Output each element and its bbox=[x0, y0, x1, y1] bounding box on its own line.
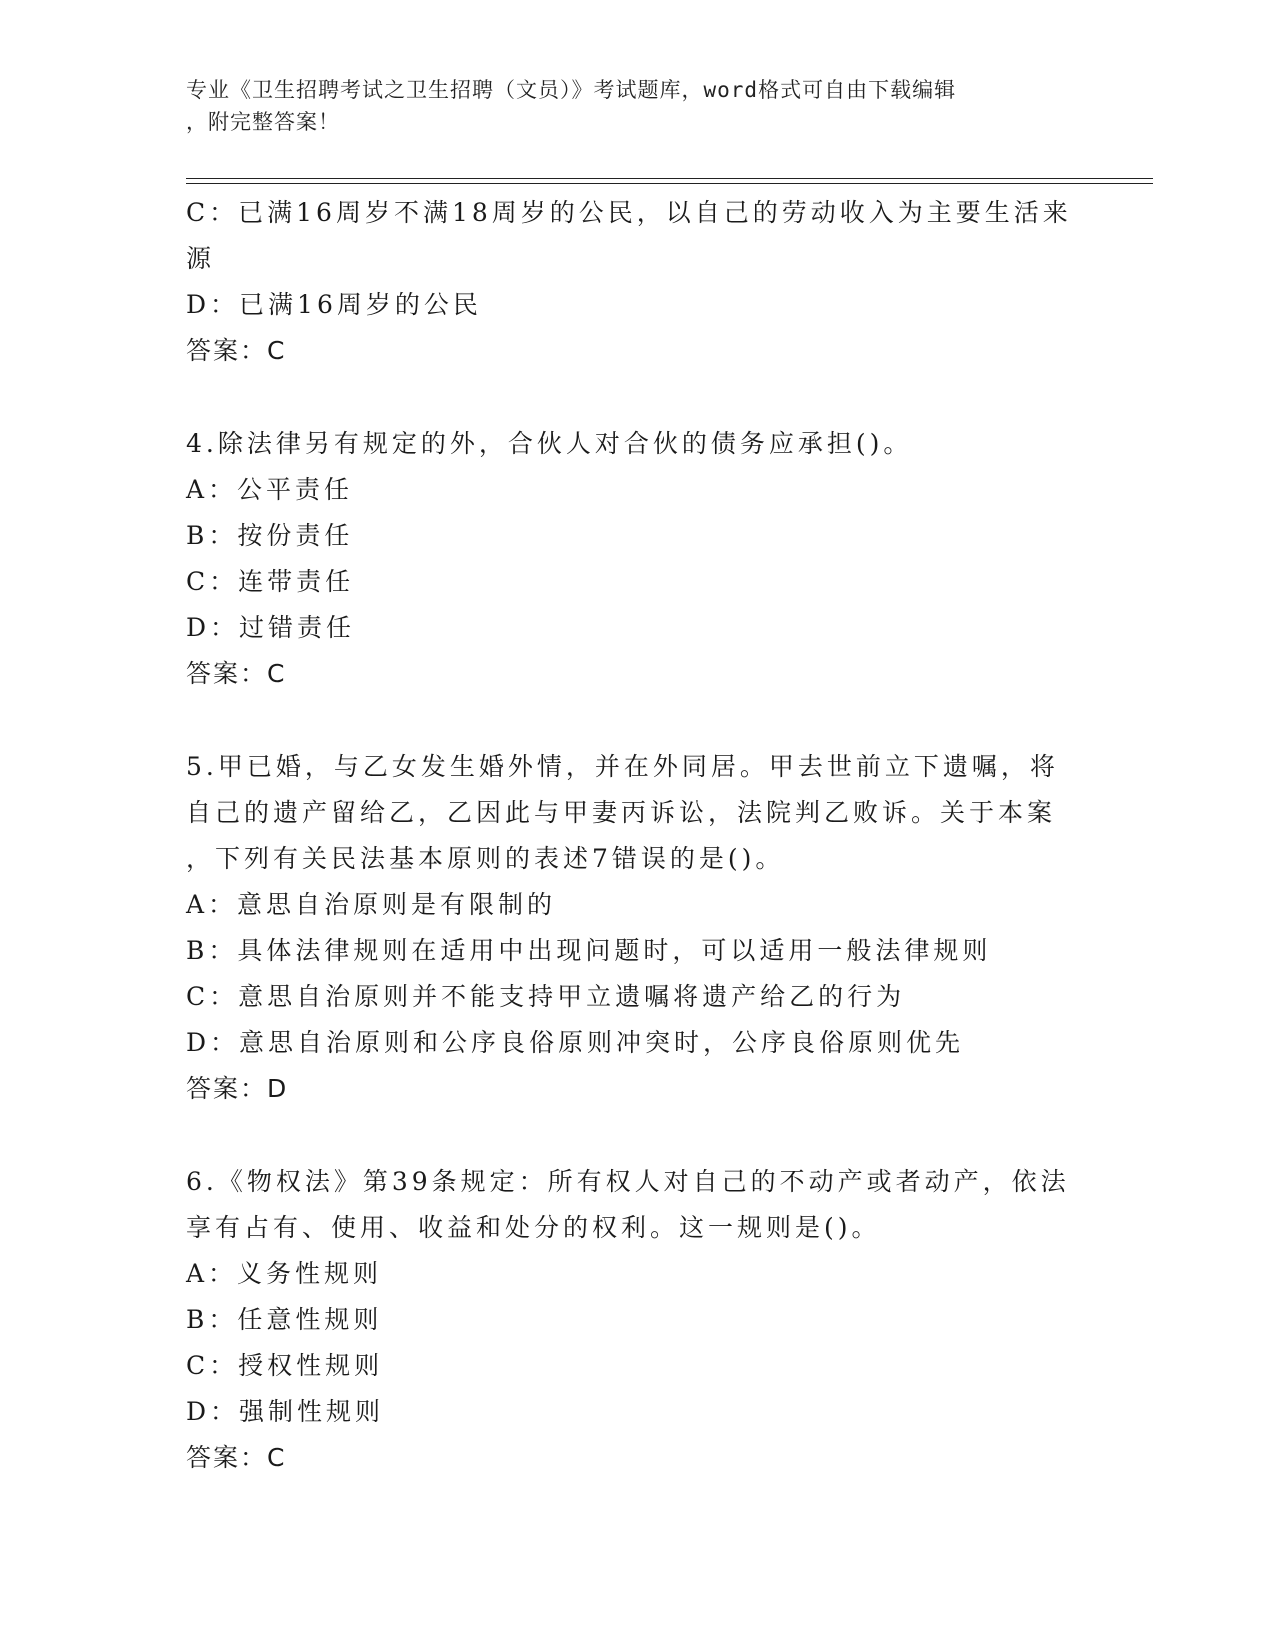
question-stem-line-3: ，下列有关民法基本原则的表述7错误的是()。 bbox=[186, 844, 785, 873]
question-6 bbox=[186, 1159, 1086, 1481]
option-c: C：意思自治原则并不能支持甲立遗嘱将遗产给乙的行为 bbox=[186, 982, 906, 1011]
question-stem-line-1: 5.甲已婚，与乙女发生婚外情，并在外同居。甲去世前立下遗嘱，将 bbox=[186, 752, 1059, 781]
option-c: C：授权性规则 bbox=[186, 1351, 384, 1380]
option-b: B：具体法律规则在适用中出现问题时，可以适用一般法律规则 bbox=[186, 936, 992, 965]
option-c-line-1: C：已满16周岁不满18周岁的公民，以自己的劳动收入为主要生活来 bbox=[186, 198, 1072, 227]
question-stem: 4.除法律另有规定的外，合伙人对合伙的债务应承担()。 bbox=[186, 429, 913, 458]
option-a: A：义务性规则 bbox=[186, 1259, 383, 1288]
answer: 答案：D bbox=[186, 1074, 289, 1103]
question-4 bbox=[186, 421, 1086, 697]
spacer bbox=[186, 697, 1086, 744]
question-5 bbox=[186, 744, 1086, 1112]
answer: 答案：C bbox=[186, 336, 287, 365]
answer: 答案：C bbox=[186, 659, 287, 688]
option-d: D：已满16周岁的公民 bbox=[186, 290, 482, 319]
header-divider-top bbox=[186, 178, 1153, 179]
spacer bbox=[186, 374, 1086, 421]
option-d: D：意思自治原则和公序良俗原则冲突时，公序良俗原则优先 bbox=[186, 1028, 965, 1057]
header-divider-bottom bbox=[186, 183, 1153, 184]
option-c-line-2: 源 bbox=[186, 244, 216, 273]
option-b: B：任意性规则 bbox=[186, 1305, 383, 1334]
option-d: D：过错责任 bbox=[186, 613, 356, 642]
header-line-1: 专业《卫生招聘考试之卫生招聘（文员）》考试题库，word格式可自由下载编辑 bbox=[186, 78, 957, 102]
option-d: D：强制性规则 bbox=[186, 1397, 385, 1426]
header-line-2: ，附完整答案！ bbox=[186, 110, 340, 134]
spacer bbox=[186, 1112, 1086, 1159]
option-b: B：按份责任 bbox=[186, 521, 354, 550]
option-c: C：连带责任 bbox=[186, 567, 355, 596]
question-3 bbox=[186, 190, 1086, 374]
option-a: A：公平责任 bbox=[186, 475, 354, 504]
question-stem-line-2: 享有占有、使用、收益和处分的权利。这一规则是()。 bbox=[186, 1213, 881, 1242]
answer: 答案：C bbox=[186, 1443, 287, 1472]
option-a: A：意思自治原则是有限制的 bbox=[186, 890, 557, 919]
question-list bbox=[186, 190, 1086, 1481]
question-stem-line-2: 自己的遗产留给乙，乙因此与甲妻丙诉讼，法院判乙败诉。关于本案 bbox=[186, 798, 1057, 827]
question-stem-line-1: 6.《物权法》第39条规定：所有权人对自己的不动产或者动产，依法 bbox=[186, 1167, 1070, 1196]
document-header bbox=[186, 74, 1086, 138]
